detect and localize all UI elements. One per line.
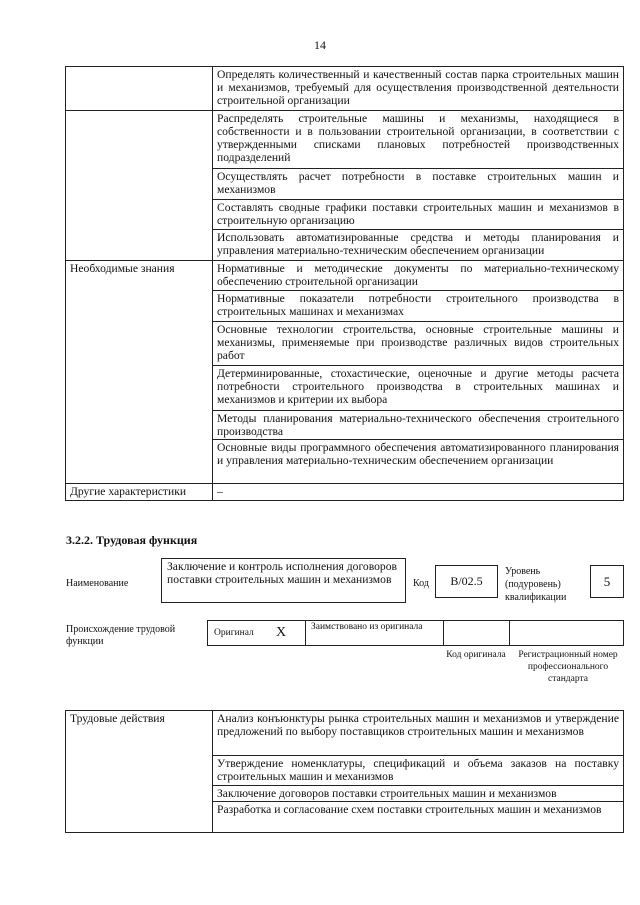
original-label: Оригинал [214,628,254,638]
row-label-empty [66,67,213,111]
code-label: Код [413,578,429,589]
page-number: 14 [314,38,326,52]
level-label: Уровень (подуровень) квалификации [505,566,567,603]
table-row [66,756,624,786]
table-row [66,261,624,291]
other-value: – [213,484,624,501]
origin-box [207,620,624,646]
function-name-box: Заключение и контроль исполнения договоров поставки строительных машин и механизмов [161,558,406,603]
action-cell: Анализ конъюнктуры рынка строительных машин и механизмов и утверждение предложений по выбору поставщиков строительных машин и механизмов [213,711,624,756]
skill-cell: Определять количественный и качественный состав парка строительных машин и механизмов, требуемый для осуществления производственной деятельности строительной организации [213,67,624,111]
skill-cell: Использовать автоматизированные средства и методы планирования и управления материально-техническим обеспечением организации [213,230,624,261]
reg-caption: Регистрационный номер профессионального стандарта [518,650,618,684]
table-row [66,786,624,802]
action-cell: Заключение договоров поставки строительных машин и механизмов [213,786,624,802]
table-row [66,366,624,411]
table-row [66,230,624,261]
code-caption: Код оригинала [446,650,506,660]
competency-table [65,66,624,501]
table-row [66,291,624,322]
knowledge-cell: Основные виды программного обеспечения автоматизированного планирования и управления материально-техническим обеспечением организации [213,440,624,484]
skill-cell: Распределять строительные машины и механизмы, находящиеся в собственности и в пользовании строительной организации, в соответствии с утвержденными списками плановых потребностей производственных подразделений [213,111,624,169]
action-cell: Утверждение номенклатуры, спецификаций и объема заказов на поставку строительных машин и механизмов [213,756,624,786]
divider [305,621,306,645]
table-row [66,411,624,440]
divider [443,621,444,645]
original-mark: X [276,625,287,640]
actions-label: Трудовые действия [66,711,213,756]
knowledge-cell: Основные технологии строительства, основные строительные машины и механизмы, применяемые при производстве различных видов строительных работ [213,322,624,366]
skill-cell: Составлять сводные графики поставки строительных машин и механизмов в строительную организацию [213,200,624,230]
knowledge-label: Необходимые знания [66,261,213,291]
table-row [66,169,624,200]
section-heading: 3.2.2. Трудовая функция [66,533,198,547]
actions-table [65,710,624,833]
table-row [66,67,624,111]
knowledge-cell: Нормативные показатели потребности строительного производства в строительных машинах и механизмах [213,291,624,322]
table-row [66,711,624,756]
level-box: 5 [590,565,624,598]
other-label: Другие характеристики [66,484,213,501]
knowledge-cell: Методы планирования материально-технического обеспечения строительного производства [213,411,624,440]
divider [509,621,510,645]
skill-cell: Осуществлять расчет потребности в поставке строительных машин и механизмов [213,169,624,200]
borrowed-label: Заимствовано из оригинала [311,622,423,632]
table-row [66,322,624,366]
table-row [66,802,624,833]
knowledge-cell: Нормативные и методические документы по материально-техническому обеспечению строительной организации [213,261,624,291]
table-row [66,200,624,230]
code-box: B/02.5 [435,565,498,598]
table-row [66,440,624,484]
table-row [66,484,624,501]
origin-label: Происхождение трудовой функции [66,624,176,647]
action-cell: Разработка и согласование схем поставки строительных машин и механизмов [213,802,624,833]
knowledge-cell: Детерминированные, стохастические, оценочные и другие методы расчета потребности строительного производства в строительных машинах и механизмов и критерии их выбора [213,366,624,411]
table-row [66,111,624,169]
function-name-label: Наименование [66,578,129,589]
